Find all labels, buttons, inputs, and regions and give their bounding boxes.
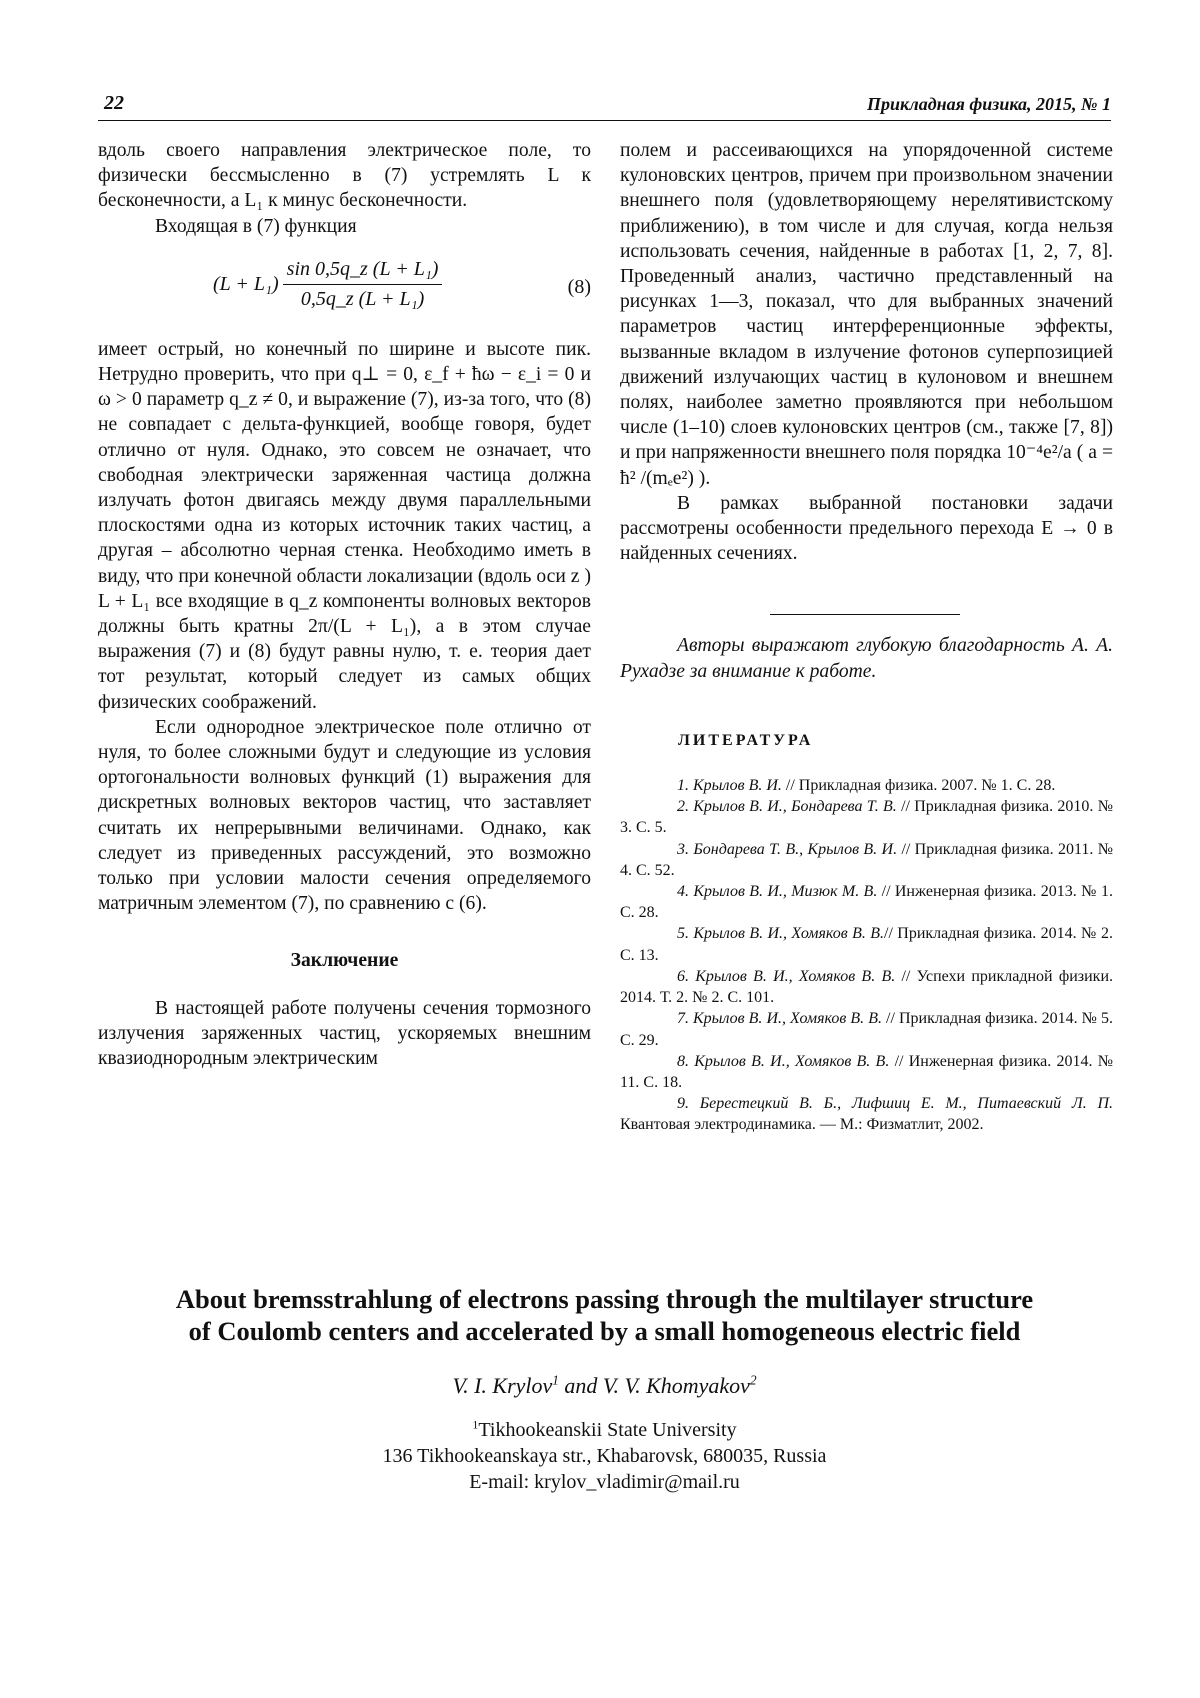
reference-source: // Прикладная физика. 2007. № 1. С. 28. [781, 777, 1056, 795]
reference-item [620, 1093, 1113, 1135]
affiliation-name-line [98, 1417, 1111, 1443]
reference-source: // Инженерная физика. 2013. № 1. С. 28. [620, 883, 1113, 922]
english-title-line: of Coulomb centers and accelerated by a small homogeneous electric field [188, 1316, 1021, 1346]
english-authors [98, 1373, 1111, 1399]
reference-authors: 1. Крылов В. И. [677, 777, 782, 795]
equation-lhs: (L + L₁) [213, 272, 279, 295]
paragraph: полем и рассеивающихся на упорядоченной системе кулоновских центров, причем при произвольном значении внешнего поля (удовлетворяющему нерелятивистскому приближению), в том числе и для случая, когда нельзя использовать сечения, найденные в работах [1, 2, 7, 8]. Проведенный анализ, частично представленный на рисунках 1—3, показал, что для выбранных значений параметров частиц интерференционные эффекты, вызванные вкладом в излучение фотонов суперпозицией движений излучающих частиц в кулоновом и внешнем полях, наиболее заметно проявляются при небольшом числе (1–10) слоев кулоновских центров (см., также [7, 8]) и при напряженности внешнего поля порядка 10⁻⁴e²/a ( a = ħ² /(mₑe²) ). [620, 140, 1113, 489]
equation-numerator: sin 0,5q_z (L + L₁) [283, 257, 443, 285]
reference-source: // Прикладная физика. 2014. № 2. С. 13. [620, 925, 1114, 964]
section-title-conclusion: Заключение [290, 950, 399, 972]
author-name: V. V. Khomyakov [602, 1373, 750, 1398]
author-name: V. I. Krylov [452, 1373, 553, 1398]
english-title-line: About bremsstrahlung of electrons passing through the multilayer structure [175, 1284, 1034, 1314]
journal-title: Прикладная физика, 2015, № 1 [866, 94, 1111, 114]
reference-authors: 3. Бондарева Т. В., Крылов В. И. [677, 840, 898, 858]
separator-line [770, 614, 960, 615]
paragraph: имеет острый, но конечный по ширине и высоте пик. Нетрудно проверить, что при q⊥ = 0, ε_f + ħω − ε_i = 0 и ω > 0 параметр q_z ≠ 0, и выражение (7), из-за того, что (8) не совпадает с дельта-функцией, вообще говоря, будет отлично от нуля. Однако, это совсем не означает, что свободная электрически заряженная частица должна излучать фотон двигаясь между двумя параллельными плоскостями одна из которых источник таких частиц, а другая – абсолютно черная стенка. Необходимо иметь в виду, что при конечной области локализации (вдоль оси z ) L + L₁ все входящие в q_z компоненты волновых векторов должны быть кратны 2π/(L + L₁), а в этом случае выражения (7) и (8) будут равны нулю, т. е. теория дает тот результат, который следует из самых общих физических соображений. [98, 338, 591, 713]
right-column [620, 138, 1113, 1136]
affiliation-email: E-mail: krylov_vladimir@mail.ru [469, 1471, 740, 1493]
equation-expression [213, 257, 442, 312]
paragraph: Если однородное электрическое поле отлично от нуля, то более сложными будут и следующие из условия ортогональности волновых функций (1) выражения для дискретных волновых векторов частиц, что заставляет считать их непрерывными величинами. Однако, как следует из приведенных рассуждений, это возможно только при условии малости сечения определяемого матричным элементом (7), по сравнению с (6). [98, 716, 591, 915]
acknowledgement: Авторы выражают глубокую благодарность А. А. Рухадзе за внимание к работе. [620, 635, 1113, 682]
paragraph: Входящая в (7) функция [155, 215, 357, 237]
page-number: 22 [104, 92, 124, 114]
reference-source: // Успехи прикладной физики. 2014. Т. 2. № 2. С. 101. [620, 967, 1113, 1007]
affiliation-name: Tikhookeanskii State University [478, 1419, 737, 1441]
reference-item [620, 1051, 1113, 1093]
reference-source: // Прикладная физика. 2014. № 5. С. 29. [620, 1010, 1114, 1049]
reference-item [620, 775, 1113, 796]
reference-item [620, 881, 1113, 923]
reference-authors: 7. Крылов В. И., Хомяков В. В. [677, 1010, 882, 1028]
references-title: ЛИТЕРАТУРА [678, 731, 814, 749]
paragraph: вдоль своего направления электрическое поле, то физически бессмысленно в (7) устремлять L к бесконечности, а L₁ к минус бесконечности. [98, 140, 591, 212]
reference-item [620, 1008, 1113, 1050]
reference-source: // Инженерная физика. 2014. № 11. С. 18. [620, 1052, 1114, 1091]
left-column [98, 138, 591, 1071]
english-title [98, 1283, 1111, 1347]
english-affiliation [98, 1417, 1111, 1495]
reference-item [620, 839, 1113, 881]
paragraph: В рамках выбранной постановки задачи рассмотрены особенности предельного перехода E → 0 в найденных сечениях. [620, 492, 1113, 565]
reference-authors: 6. Крылов В. И., Хомяков В. В. [677, 967, 896, 985]
reference-source: Квантовая электродинамика. — М.: Физматлит, 2002. [620, 1116, 984, 1134]
reference-authors: 9. Берестецкий В. Б., Лифшиц Е. М., Питаевский Л. П. [677, 1095, 1113, 1113]
reference-authors: 8. Крылов В. И., Хомяков В. В. [677, 1052, 890, 1070]
equation-denominator: 0,5q_z (L + L₁) [300, 288, 425, 311]
reference-source: // Прикладная физика. 2010. № 3. С. 5. [620, 798, 1113, 837]
equation-8 [98, 245, 591, 331]
reference-list [620, 775, 1113, 1135]
paragraph: В настоящей работе получены сечения тормозного излучения заряженных частиц, ускоряемых внешним квазиоднородным электрическим [98, 997, 591, 1070]
equation-fraction [283, 257, 443, 312]
reference-authors: 5. Крылов В. И., Хомяков В. В. [677, 925, 885, 943]
reference-item [620, 966, 1113, 1008]
reference-item [620, 923, 1113, 965]
running-header [98, 92, 1111, 121]
reference-authors: 2. Крылов В. И., Бондарева Т. В. [677, 798, 897, 816]
affiliation-address: 136 Tikhookeanskaya str., Khabarovsk, 680035, Russia [382, 1445, 827, 1467]
author-affiliation-mark: 2 [749, 1372, 757, 1388]
reference-source: // Прикладная физика. 2011. № 4. С. 52. [620, 840, 1113, 879]
reference-authors: 4. Крылов В. И., Мизюк М. В. [677, 883, 878, 901]
equation-number: (8) [567, 275, 591, 298]
reference-item [620, 796, 1113, 838]
authors-conjunction: and [558, 1373, 603, 1398]
english-abstract-block [98, 1283, 1111, 1495]
author-affiliation-mark: 1 [552, 1372, 559, 1388]
affiliation-mark: 1 [472, 1417, 479, 1432]
